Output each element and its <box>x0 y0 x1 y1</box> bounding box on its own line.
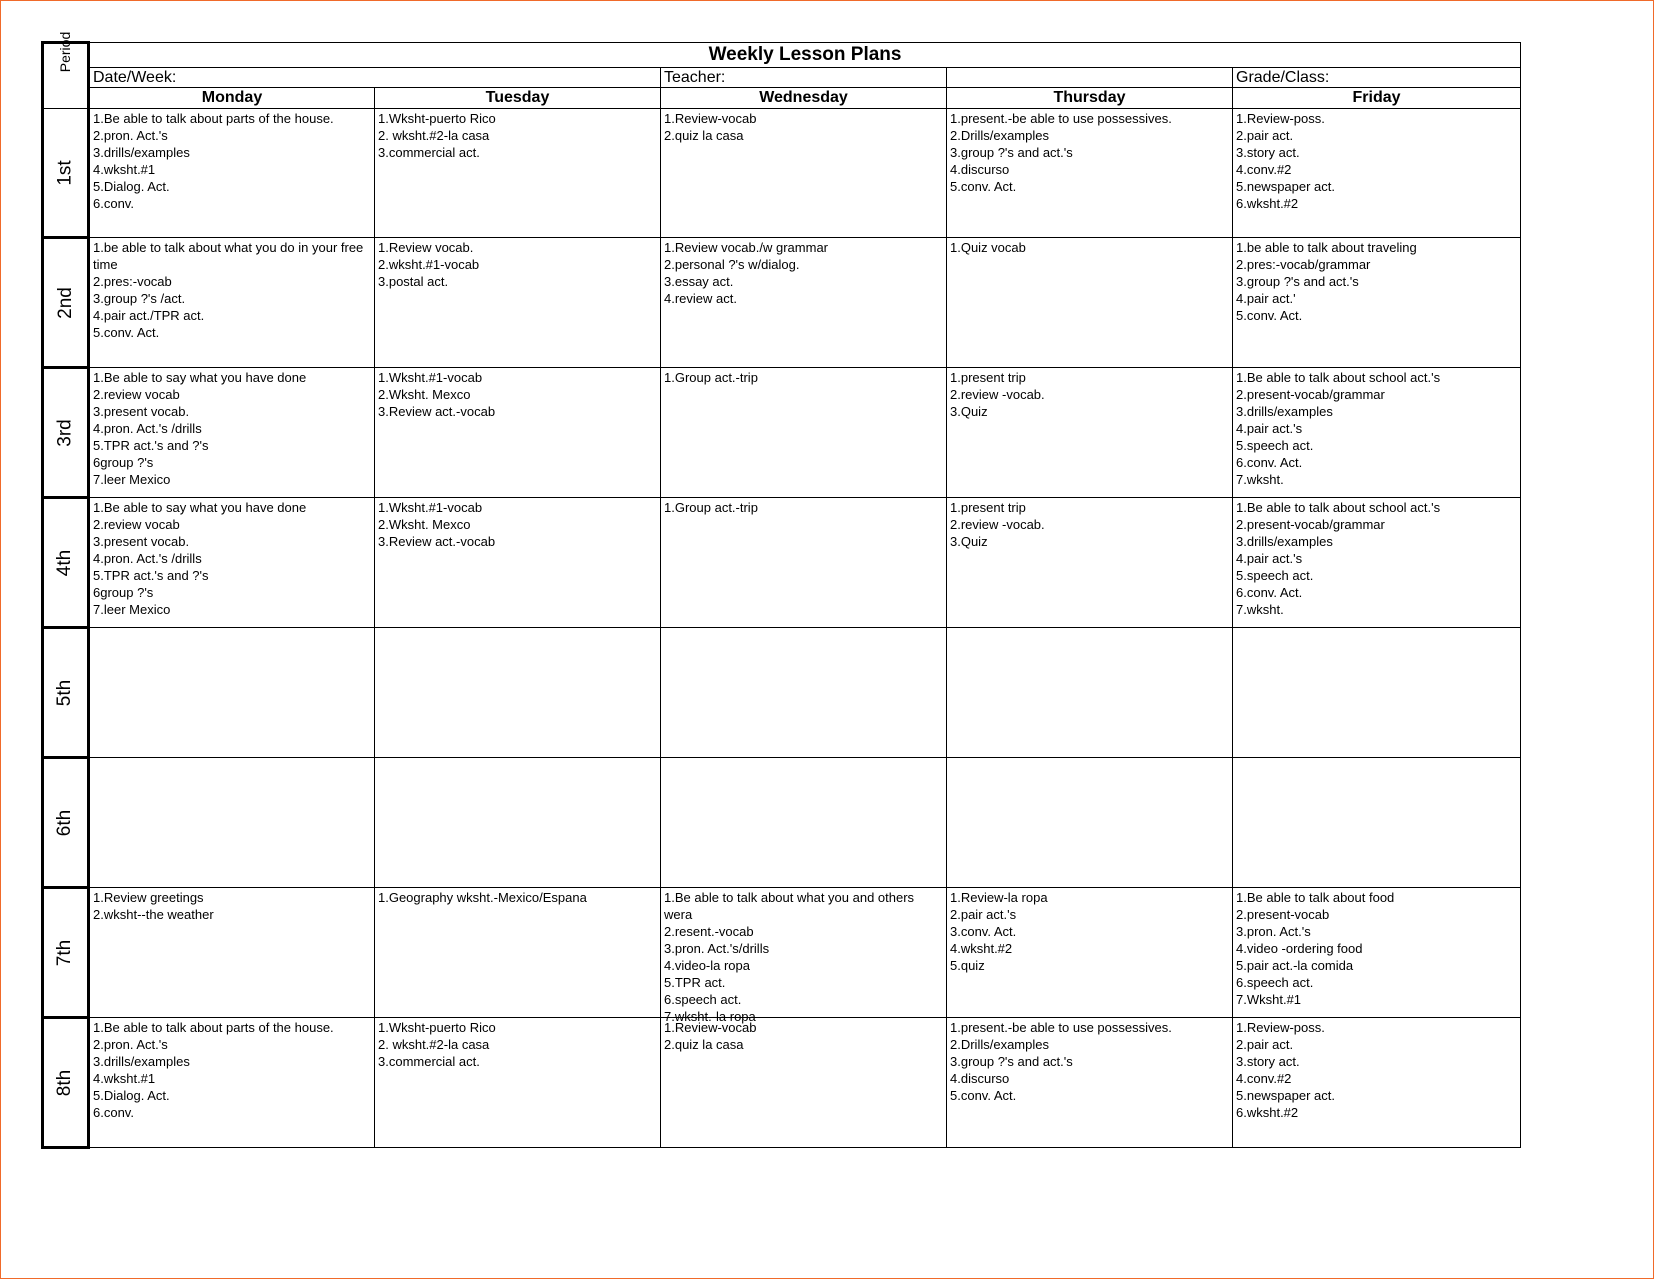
lesson-item: 3.drills/examples <box>1236 404 1333 419</box>
lesson-item: 1.Be able to talk about parts of the house. <box>93 111 334 126</box>
lesson-cell-text <box>375 368 660 495</box>
lesson-item: 1.present trip <box>950 370 1026 385</box>
lesson-item: 4.pair act.'s <box>1236 551 1303 566</box>
lesson-item: 3.story act. <box>1236 1054 1300 1069</box>
lesson-item: 7.leer Mexico <box>93 602 171 617</box>
lesson-item: 2.review -vocab. <box>950 517 1045 532</box>
lesson-item: 1.Review-la ropa <box>950 890 1048 905</box>
info-blank-cell <box>947 68 1233 88</box>
lesson-cell-tuesday <box>375 238 661 368</box>
lesson-item: 2.pron. Act.'s <box>93 128 168 143</box>
lesson-cell-text <box>1233 758 1520 885</box>
lesson-cell-text <box>947 498 1232 625</box>
lesson-cell-text <box>375 1018 660 1145</box>
lesson-item: 5.pair act.-la comida <box>1236 958 1354 973</box>
lesson-item: 1.Geography wksht.-Mexico/Espana <box>378 890 587 905</box>
lesson-cell-text <box>375 109 660 236</box>
lesson-item: 2.pair act. <box>1236 1037 1294 1052</box>
lesson-item: 2.Wksht. Mexco <box>378 517 471 532</box>
lesson-cell-wednesday <box>661 758 947 888</box>
grade-class-field: Grade/Class: <box>1233 68 1521 88</box>
period-row-7th <box>43 888 1521 1018</box>
lesson-item: 4.pair act.'s <box>1236 421 1303 436</box>
lesson-cell-text <box>1233 628 1520 755</box>
lesson-item: 5.Dialog. Act. <box>93 1088 170 1103</box>
lesson-item: 1.Review-vocab <box>664 111 757 126</box>
lesson-item: 2.present-vocab/grammar <box>1236 517 1385 532</box>
lesson-item: 4.discurso <box>950 162 1010 177</box>
lesson-item: 3.commercial act. <box>378 1054 480 1069</box>
lesson-item: 1.Be able to talk about school act.'s <box>1236 500 1441 515</box>
lesson-cell-friday <box>1233 109 1521 238</box>
lesson-cell-tuesday <box>375 498 661 628</box>
lesson-cell-text <box>661 368 946 495</box>
lesson-cell-thursday <box>947 498 1233 628</box>
lesson-item: 2.quiz la casa <box>664 128 744 143</box>
day-header-tuesday: Tuesday <box>375 88 661 109</box>
lesson-item: 3.group ?'s /act. <box>93 291 186 306</box>
lesson-item: 1.Review vocab./w grammar <box>664 240 828 255</box>
lesson-item: 2.personal ?'s w/dialog. <box>664 257 800 272</box>
lesson-cell-text <box>1233 238 1520 365</box>
lesson-cell-friday <box>1233 888 1521 1018</box>
period-row-8th <box>43 1018 1521 1148</box>
period-row-1st <box>43 109 1521 238</box>
lesson-item: 5.TPR act.'s and ?'s <box>93 438 209 453</box>
lesson-item: 5.conv. Act. <box>950 179 1017 194</box>
date-week-field: Date/Week: <box>89 68 661 88</box>
lesson-item: 6.speech act. <box>1236 975 1314 990</box>
lesson-item: 2.pair act.'s <box>950 907 1017 922</box>
lesson-item: 4.pair act.' <box>1236 291 1296 306</box>
lesson-cell-text <box>947 888 1232 1015</box>
lesson-item: 5.quiz <box>950 958 985 973</box>
lesson-item: 6.conv. Act. <box>1236 455 1303 470</box>
period-label: 4th <box>54 549 76 576</box>
lesson-item: 1.Wksht.#1-vocab <box>378 500 483 515</box>
page-title: Weekly Lesson Plans <box>89 43 1521 68</box>
period-label-cell <box>43 498 89 628</box>
period-label: 6th <box>54 809 76 836</box>
lesson-cell-monday <box>89 109 375 238</box>
lesson-cell-tuesday <box>375 888 661 1018</box>
lesson-item: 6group ?'s <box>93 585 154 600</box>
lesson-item: 2.present-vocab <box>1236 907 1330 922</box>
period-row-4th <box>43 498 1521 628</box>
lesson-item: 2.quiz la casa <box>664 1037 744 1052</box>
lesson-cell-thursday <box>947 628 1233 758</box>
lesson-item: 4.conv.#2 <box>1236 1071 1292 1086</box>
lesson-item: 2.review vocab <box>93 517 180 532</box>
lesson-cell-text <box>375 888 660 1015</box>
lesson-item: 4.conv.#2 <box>1236 162 1292 177</box>
lesson-item: 3.Review act.-vocab <box>378 404 496 419</box>
lesson-cell-text <box>1233 498 1520 625</box>
lesson-item: 5.Dialog. Act. <box>93 179 170 194</box>
lesson-item: 5.speech act. <box>1236 568 1314 583</box>
lesson-item: 1.Review vocab. <box>378 240 474 255</box>
lesson-item: 6.conv. <box>93 1105 134 1120</box>
lesson-cell-text <box>90 109 374 236</box>
lesson-cell-tuesday <box>375 368 661 498</box>
lesson-item: 1.Review-vocab <box>664 1020 757 1035</box>
lesson-cell-tuesday <box>375 758 661 888</box>
lesson-item: 1.Review greetings <box>93 890 204 905</box>
period-label-cell <box>43 1018 89 1148</box>
lesson-item: 4.wksht.#1 <box>93 1071 156 1086</box>
lesson-cell-monday <box>89 1018 375 1148</box>
lesson-item: 3.group ?'s and act.'s <box>950 145 1073 160</box>
period-label: 8th <box>54 1069 76 1096</box>
lesson-cell-text <box>661 109 946 236</box>
lesson-item: 3.drills/examples <box>93 145 190 160</box>
lesson-item: 2.pair act. <box>1236 128 1294 143</box>
lesson-item: 7.wksht.-la ropa <box>664 1009 756 1024</box>
lesson-cell-friday <box>1233 628 1521 758</box>
lesson-item: 6.wksht.#2 <box>1236 1105 1299 1120</box>
lesson-item: 2.pres:-vocab <box>93 274 172 289</box>
lesson-cell-text <box>90 888 374 1015</box>
lesson-cell-monday <box>89 628 375 758</box>
lesson-item: 3.drills/examples <box>93 1054 190 1069</box>
lesson-item: 3.group ?'s and act.'s <box>950 1054 1073 1069</box>
lesson-item: 4.pair act./TPR act. <box>93 308 205 323</box>
lesson-cell-monday <box>89 238 375 368</box>
lesson-item: 2.Drills/examples <box>950 128 1049 143</box>
lesson-item: 1.Be able to talk about parts of the house. <box>93 1020 334 1035</box>
lesson-item: 5.conv. Act. <box>1236 308 1303 323</box>
lesson-cell-wednesday <box>661 498 947 628</box>
lesson-item: 6.speech act. <box>664 992 742 1007</box>
day-header-wednesday: Wednesday <box>661 88 947 109</box>
lesson-item: 1.present trip <box>950 500 1026 515</box>
lesson-item: 5.conv. Act. <box>93 325 160 340</box>
lesson-item: 7.leer Mexico <box>93 472 171 487</box>
lesson-item: 3.Review act.-vocab <box>378 534 496 549</box>
lesson-cell-text <box>90 498 374 625</box>
lesson-cell-text <box>90 758 374 885</box>
lesson-item: 3.pron. Act.'s/drills <box>664 941 770 956</box>
lesson-cell-monday <box>89 888 375 1018</box>
lesson-item: 4.pron. Act.'s /drills <box>93 421 202 436</box>
lesson-item: 6.conv. <box>93 196 134 211</box>
lesson-cell-text <box>661 1018 946 1145</box>
lesson-cell-text <box>947 109 1232 236</box>
lesson-item: 5.newspaper act. <box>1236 1088 1336 1103</box>
lesson-cell-text <box>90 628 374 755</box>
lesson-item: 3.commercial act. <box>378 145 480 160</box>
lesson-item: 1.be able to talk about what you do in your free time <box>93 240 364 272</box>
lesson-cell-thursday <box>947 238 1233 368</box>
lesson-item: 2. wksht.#2-la casa <box>378 1037 490 1052</box>
lesson-item: 2.Wksht. Mexco <box>378 387 471 402</box>
period-label-cell <box>43 628 89 758</box>
lesson-cell-text <box>661 498 946 625</box>
period-label: 1st <box>54 159 76 186</box>
lesson-item: 5.conv. Act. <box>950 1088 1017 1103</box>
period-label: 3rd <box>54 418 76 447</box>
lesson-cell-thursday <box>947 368 1233 498</box>
lesson-cell-text <box>947 628 1232 755</box>
lesson-item: 4.pron. Act.'s /drills <box>93 551 202 566</box>
lesson-item: 5.speech act. <box>1236 438 1314 453</box>
lesson-cell-wednesday <box>661 238 947 368</box>
lesson-cell-text <box>661 888 946 1024</box>
lesson-item: 5.newspaper act. <box>1236 179 1336 194</box>
period-label: 2nd <box>54 286 76 319</box>
lesson-cell-text <box>375 758 660 885</box>
lesson-item: 2.pres:-vocab/grammar <box>1236 257 1371 272</box>
period-row-2nd <box>43 238 1521 368</box>
period-row-5th <box>43 628 1521 758</box>
lesson-item: 1.Be able to talk about school act.'s <box>1236 370 1441 385</box>
lesson-cell-text <box>90 368 374 495</box>
lesson-item: 3.Quiz <box>950 534 988 549</box>
period-label-cell <box>43 888 89 1018</box>
lesson-item: 2.review vocab <box>93 387 180 402</box>
lesson-item: 4.video-la ropa <box>664 958 750 973</box>
lesson-cell-tuesday <box>375 1018 661 1148</box>
lesson-item: 1.Wksht-puerto Rico <box>378 1020 496 1035</box>
lesson-item: 1.Be able to talk about what you and others wera <box>664 890 915 922</box>
lesson-cell-friday <box>1233 238 1521 368</box>
period-row-3rd <box>43 368 1521 498</box>
period-label: 7th <box>54 939 76 966</box>
lesson-cell-monday <box>89 758 375 888</box>
lesson-item: 1.Be able to say what you have done <box>93 500 307 515</box>
lesson-item: 2.present-vocab/grammar <box>1236 387 1385 402</box>
lesson-item: 1.Review-poss. <box>1236 1020 1325 1035</box>
lesson-item: 5.TPR act.'s and ?'s <box>93 568 209 583</box>
day-header-friday: Friday <box>1233 88 1521 109</box>
lesson-cell-thursday <box>947 888 1233 1018</box>
lesson-item: 1.present.-be able to use possessives. <box>950 1020 1172 1035</box>
lesson-cell-thursday <box>947 1018 1233 1148</box>
lesson-item: 6.wksht.#2 <box>1236 196 1299 211</box>
lesson-item: 3.story act. <box>1236 145 1300 160</box>
lesson-cell-text <box>1233 1018 1520 1145</box>
lesson-cell-friday <box>1233 368 1521 498</box>
lesson-item: 1.Be able to say what you have done <box>93 370 307 385</box>
lesson-item: 7.Wksht.#1 <box>1236 992 1302 1007</box>
lesson-item: 1.Be able to talk about food <box>1236 890 1395 905</box>
period-label-cell <box>43 238 89 368</box>
lesson-item: 3.conv. Act. <box>950 924 1017 939</box>
lesson-item: 4.discurso <box>950 1071 1010 1086</box>
lesson-cell-text <box>947 1018 1232 1145</box>
period-label-cell <box>43 758 89 888</box>
lesson-cell-text <box>661 758 946 885</box>
lesson-cell-wednesday <box>661 109 947 238</box>
lesson-item: 3.postal act. <box>378 274 449 289</box>
lesson-item: 1.be able to talk about traveling <box>1236 240 1417 255</box>
lesson-item: 2.resent.-vocab <box>664 924 754 939</box>
lesson-cell-tuesday <box>375 628 661 758</box>
period-label-cell <box>43 109 89 238</box>
period-header-label: Period <box>57 31 74 73</box>
teacher-field: Teacher: <box>661 68 947 88</box>
lesson-cell-friday <box>1233 758 1521 888</box>
lesson-cell-text <box>90 238 374 365</box>
lesson-cell-text <box>375 498 660 625</box>
period-label-cell <box>43 368 89 498</box>
lesson-item: 3.Quiz <box>950 404 988 419</box>
lesson-cell-text <box>375 238 660 365</box>
lesson-cell-friday <box>1233 1018 1521 1148</box>
lesson-item: 1.Group act.-trip <box>664 500 758 515</box>
lesson-item: 2.wksht--the weather <box>93 907 214 922</box>
lesson-item: 2. wksht.#2-la casa <box>378 128 490 143</box>
lesson-cell-text <box>661 238 946 365</box>
lesson-cell-text <box>375 628 660 755</box>
lesson-item: 6group ?'s <box>93 455 154 470</box>
lesson-cell-text <box>947 368 1232 495</box>
lesson-item: 2.Drills/examples <box>950 1037 1049 1052</box>
lesson-cell-text <box>1233 888 1520 1015</box>
lesson-item: 3.pron. Act.'s <box>1236 924 1311 939</box>
lesson-item: 2.review -vocab. <box>950 387 1045 402</box>
lesson-cell-text <box>661 628 946 755</box>
lesson-item: 7.wksht. <box>1236 602 1284 617</box>
lesson-cell-monday <box>89 498 375 628</box>
lesson-item: 1.Wksht.#1-vocab <box>378 370 483 385</box>
lesson-item: 5.TPR act. <box>664 975 726 990</box>
lesson-cell-text <box>1233 109 1520 236</box>
day-header-monday: Monday <box>89 88 375 109</box>
lesson-cell-monday <box>89 368 375 498</box>
lesson-cell-wednesday <box>661 1018 947 1148</box>
lesson-cell-thursday <box>947 109 1233 238</box>
period-header <box>43 31 89 109</box>
lesson-item: 7.wksht. <box>1236 472 1284 487</box>
lesson-cell-text <box>947 758 1232 885</box>
lesson-item: 1.Group act.-trip <box>664 370 758 385</box>
lesson-item: 1.Wksht-puerto Rico <box>378 111 496 126</box>
lesson-cell-wednesday <box>661 888 947 1024</box>
lesson-item: 3.present vocab. <box>93 404 190 419</box>
lesson-item: 3.drills/examples <box>1236 534 1333 549</box>
lesson-item: 2.pron. Act.'s <box>93 1037 168 1052</box>
lesson-cell-wednesday <box>661 368 947 498</box>
lesson-cell-friday <box>1233 498 1521 628</box>
lesson-plan-table <box>41 31 1521 1149</box>
lesson-item: 1.Quiz vocab <box>950 240 1026 255</box>
lesson-item: 2.wksht.#1-vocab <box>378 257 480 272</box>
lesson-cell-wednesday <box>661 628 947 758</box>
period-row-6th <box>43 758 1521 888</box>
lesson-item: 4.video -ordering food <box>1236 941 1363 956</box>
lesson-item: 3.present vocab. <box>93 534 190 549</box>
lesson-item: 4.wksht.#2 <box>950 941 1013 956</box>
lesson-item: 6.conv. Act. <box>1236 585 1303 600</box>
lesson-cell-text <box>1233 368 1520 495</box>
lesson-item: 4.wksht.#1 <box>93 162 156 177</box>
lesson-cell-tuesday <box>375 109 661 238</box>
period-label: 5th <box>54 679 76 706</box>
lesson-cell-text <box>90 1018 374 1145</box>
lesson-cell-text <box>947 238 1232 365</box>
lesson-item: 4.review act. <box>664 291 737 306</box>
lesson-item: 1.Review-poss. <box>1236 111 1325 126</box>
lesson-item: 3.essay act. <box>664 274 734 289</box>
lesson-cell-thursday <box>947 758 1233 888</box>
lesson-item: 3.group ?'s and act.'s <box>1236 274 1359 289</box>
day-header-thursday: Thursday <box>947 88 1233 109</box>
lesson-item: 1.present.-be able to use possessives. <box>950 111 1172 126</box>
